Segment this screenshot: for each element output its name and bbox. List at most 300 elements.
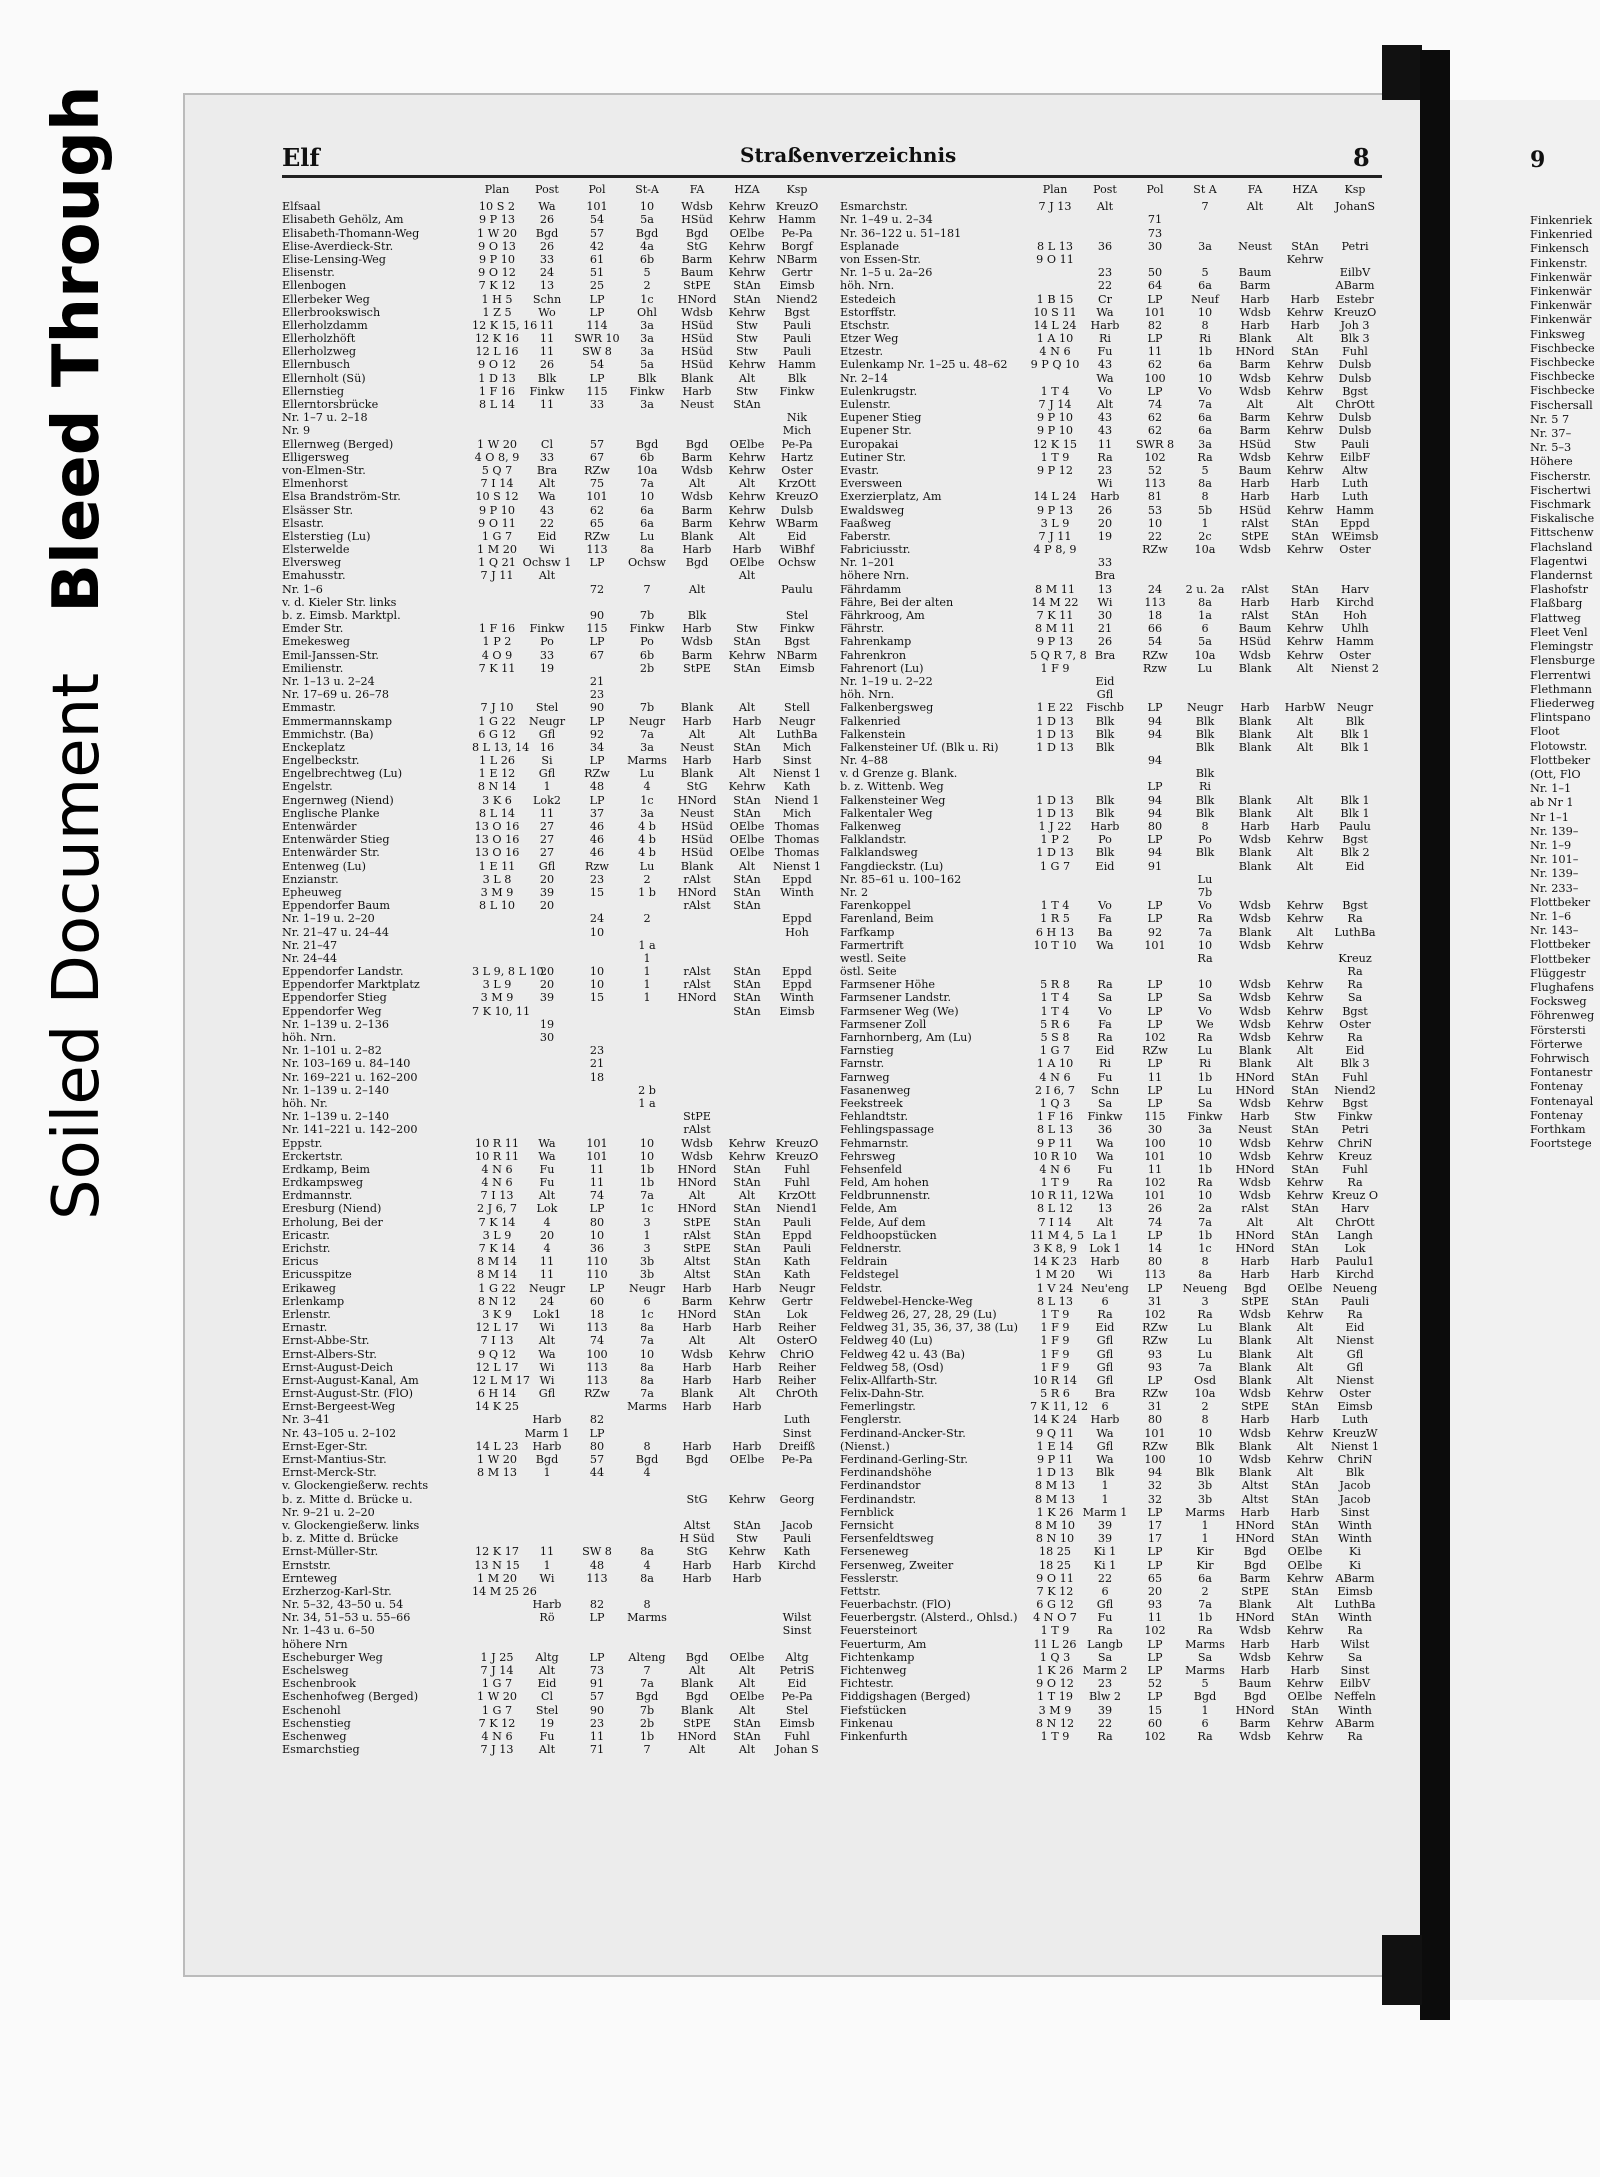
cell-ksp: Stel: [785, 1703, 809, 1717]
cell-plan: 4 N 6: [1039, 1070, 1071, 1084]
cell-fa: [1230, 227, 1280, 240]
cell-st-a: 3b: [639, 1268, 655, 1282]
cell-post: 19: [1097, 529, 1113, 543]
cell-ksp: KreuzO: [775, 1136, 819, 1150]
cell-fa: HNord: [1235, 1070, 1275, 1084]
cell-plan: 18 25: [1038, 1558, 1072, 1572]
cell-st-a: [622, 1427, 672, 1440]
cell-fa: HNord: [677, 1729, 717, 1743]
cell-ksp: Lok: [1344, 1242, 1366, 1256]
cell-plan: [1030, 886, 1080, 899]
cell-plan: 9 P 12: [1037, 463, 1073, 477]
cell-street-name: Eschenhofweg (Berged): [282, 1690, 419, 1704]
cell-fa: Bgd: [1243, 1690, 1267, 1704]
cell-pol: 102: [1144, 1729, 1166, 1743]
street-row: [840, 1690, 1400, 1703]
cell-hza: StAn: [733, 1255, 761, 1269]
adjacent-line: Finkenried: [1530, 228, 1593, 242]
cell-ksp: [1330, 767, 1380, 780]
cell-plan: 1 T 9: [1040, 1176, 1070, 1190]
cell-hza: Alt: [738, 767, 756, 781]
cell-fa: Wdsb: [1239, 1650, 1271, 1664]
cell-street-name: Feldbrunnenstr.: [840, 1189, 931, 1203]
street-row: [282, 253, 832, 266]
cell-ksp: Paulu: [781, 582, 813, 596]
cell-street-name: Nr. 169–221 u. 162–200: [282, 1070, 418, 1084]
cell-hza: OElbe: [1287, 1545, 1323, 1559]
cell-post: Eid: [1095, 1321, 1115, 1335]
cell-st-a: 6b: [639, 252, 655, 266]
cell-plan: 4 P 8, 9: [1033, 543, 1077, 557]
cell-hza: Alt: [1296, 1466, 1314, 1480]
cell-ksp: Finkw: [1337, 1110, 1373, 1124]
cell-hza: OElbe: [729, 1690, 765, 1704]
cell-hza: StAn: [733, 740, 761, 754]
cell-fa: [672, 1624, 722, 1637]
cell-fa: [1230, 754, 1280, 767]
cell-plan: 7 K 14: [478, 1242, 516, 1256]
cell-fa: rAlst: [1241, 516, 1269, 530]
street-row: [840, 926, 1400, 939]
cell-post: [522, 1506, 572, 1519]
cell-st-a: 6a: [1198, 1571, 1212, 1585]
cell-fa: Altst: [1241, 1492, 1269, 1506]
cell-post: Fu: [1097, 345, 1113, 359]
street-row: [282, 385, 832, 398]
cell-hza: Alt: [738, 1677, 756, 1691]
cell-fa: Blank: [1238, 925, 1272, 939]
cell-post: [522, 688, 572, 701]
cell-street-name: Esmarchstr.: [840, 200, 908, 214]
street-row: [282, 240, 832, 253]
cell-fa: [1230, 873, 1280, 886]
cell-fa: HNord: [677, 1162, 717, 1176]
cell-hza: [722, 1466, 772, 1479]
cell-plan: 8 N 12: [1035, 1716, 1075, 1730]
cell-post: 23: [1097, 463, 1113, 477]
cell-pol: 62: [589, 503, 605, 517]
cell-pol: RZw: [1142, 1387, 1168, 1401]
cell-fa: Wdsb: [681, 305, 713, 319]
street-row: [282, 1005, 832, 1018]
cell-pol: 94: [1147, 714, 1163, 728]
cell-st-a: 4: [643, 1466, 651, 1480]
street-row: [840, 662, 1400, 675]
cell-st-a: [1180, 213, 1230, 226]
cell-post: Lok 1: [1089, 1242, 1121, 1256]
street-row: [282, 583, 832, 596]
cell-ksp: Pauli: [782, 332, 812, 346]
street-row: [282, 530, 832, 543]
cell-fa: Wdsb: [1239, 978, 1271, 992]
cell-fa: Bgd: [1243, 1558, 1267, 1572]
cell-st-a: 10: [1197, 1426, 1213, 1440]
street-row: [840, 886, 1400, 899]
cell-post: [522, 1493, 572, 1506]
cell-plan: [472, 939, 522, 952]
cell-hza: [722, 1018, 772, 1031]
cell-fa: Baum: [680, 266, 714, 280]
cell-street-name: Fernsicht: [840, 1518, 894, 1532]
cell-post: [522, 1071, 572, 1084]
adjacent-line: Flensburge: [1530, 654, 1596, 668]
cell-street-name: Elisabeth-Thomann-Weg: [282, 226, 420, 240]
cell-hza: Alt: [738, 477, 756, 491]
street-row: [840, 1229, 1400, 1242]
cell-st-a: 8: [1201, 1413, 1209, 1427]
cell-post: Cl: [540, 437, 554, 451]
cell-fa: [672, 1071, 722, 1084]
cell-ksp: [772, 596, 822, 609]
cell-pol: 18: [589, 1070, 605, 1084]
cell-post: Eid: [1095, 859, 1115, 873]
cell-pol: [1130, 200, 1180, 213]
cell-plan: 7 J 11: [480, 569, 514, 583]
adjacent-page-number: 9: [1530, 147, 1546, 173]
cell-st-a: 7: [643, 1664, 651, 1678]
cell-pol: 33: [589, 398, 605, 412]
cell-plan: 10 S 2: [478, 200, 516, 214]
street-row: [840, 978, 1400, 991]
cell-post: Gfl: [1096, 1598, 1114, 1612]
cell-street-name: Fabriciusstr.: [840, 543, 911, 557]
cell-street-name: Ferdinandshöhe: [840, 1466, 932, 1480]
cell-pol: 115: [586, 384, 608, 398]
cell-pol: SW 8: [582, 345, 612, 359]
cell-post: 21: [1097, 622, 1113, 636]
cell-plan: 1 F 16: [478, 384, 516, 398]
cell-fa: StPE: [683, 661, 711, 675]
cell-street-name: Ferdinand-Gerling-Str.: [840, 1453, 968, 1467]
cell-pol: 62: [1147, 358, 1163, 372]
cell-fa: Harb: [682, 1439, 712, 1453]
cell-post: Stel: [535, 1703, 559, 1717]
cell-post: [522, 583, 572, 596]
street-row: [840, 1479, 1400, 1492]
cell-st-a: 4: [643, 780, 651, 794]
cell-hza: StAn: [733, 1729, 761, 1743]
cell-hza: Harb: [732, 1360, 762, 1374]
cell-pol: 110: [586, 1268, 608, 1282]
cell-st-a: 10a: [1194, 1387, 1216, 1401]
cell-ksp: Harv: [1340, 582, 1370, 596]
cell-post: Wi: [1097, 1268, 1113, 1282]
cell-fa: Wdsb: [681, 635, 713, 649]
cell-st-a: 1: [643, 965, 651, 979]
cell-st-a: Finkw: [1187, 1110, 1223, 1124]
cell-ksp: Estebr: [1336, 292, 1374, 306]
cell-ksp: Luth: [1341, 490, 1369, 504]
adjacent-line: Flandernst: [1530, 569, 1593, 583]
cell-street-name: Ferdinand-Ancker-Str.: [840, 1426, 966, 1440]
street-row: [840, 701, 1400, 714]
cell-post: Alt: [538, 1189, 556, 1203]
cell-post: Gfl: [1096, 688, 1114, 702]
cell-hza: Harb: [1290, 1255, 1320, 1269]
adjacent-line: Nr. 139–: [1530, 867, 1579, 881]
cell-ksp: Ra: [1347, 1307, 1363, 1321]
cell-ksp: Reiher: [778, 1321, 816, 1335]
cell-plan: 1 M 20: [477, 1571, 517, 1585]
cell-ksp: Dulsb: [1338, 411, 1372, 425]
cell-street-name: Europakai: [840, 437, 899, 451]
cell-street-name: Engelbrechtweg (Lu): [282, 767, 403, 781]
cell-hza: [722, 952, 772, 965]
cell-plan: 9 P 13: [1037, 503, 1073, 517]
cell-pol: 102: [1144, 450, 1166, 464]
cell-hza: Kehrw: [1286, 358, 1324, 372]
cell-hza: Alt: [1296, 740, 1314, 754]
cell-st-a: Ri: [1198, 780, 1211, 794]
cell-hza: Harb: [732, 1400, 762, 1414]
header-ksp: Ksp: [786, 183, 808, 196]
cell-hza: StAn: [733, 398, 761, 412]
cell-post: 20: [539, 965, 555, 979]
cell-st-a: 3b: [639, 1255, 655, 1269]
cell-fa: [1230, 780, 1280, 793]
cell-post: Vo: [1098, 1004, 1112, 1018]
cell-street-name: Nr. 3–41: [282, 1413, 330, 1427]
cell-ksp: Uhlh: [1341, 622, 1369, 636]
cell-ksp: Fuhl: [1342, 345, 1368, 359]
cell-plan: 8 L 10: [479, 899, 515, 913]
cell-ksp: Luth: [1341, 477, 1369, 491]
cell-fa: Harb: [1240, 1413, 1270, 1427]
cell-street-name: Ernst-August-Kanal, Am: [282, 1373, 419, 1387]
adjacent-line: Nr. 233–: [1530, 881, 1579, 895]
cell-st-a: [622, 1413, 672, 1426]
cell-ksp: Ra: [1347, 1176, 1363, 1190]
street-row: [282, 306, 832, 319]
street-row: [840, 1387, 1400, 1400]
cell-pol: 48: [589, 780, 605, 794]
cell-fa: Neust: [680, 806, 714, 820]
street-row: [282, 952, 832, 965]
cell-plan: 4 N 6: [481, 1729, 513, 1743]
cell-ksp: Eppd: [782, 965, 812, 979]
cell-street-name: Farmsener Landstr.: [840, 991, 952, 1005]
cell-ksp: Winth: [1338, 1703, 1372, 1717]
cell-ksp: [1330, 873, 1380, 886]
cell-st-a: 6a: [1198, 358, 1212, 372]
cell-ksp: Luth: [783, 1413, 811, 1427]
cell-street-name: Feuerturm, Am: [840, 1637, 927, 1651]
cell-street-name: Fangdieckstr. (Lu): [840, 859, 944, 873]
cell-hza: Kehrw: [1286, 1017, 1324, 1031]
adjacent-line: Nr. 101–: [1530, 853, 1579, 867]
street-row: [840, 939, 1400, 952]
cell-plan: [1030, 965, 1080, 978]
cell-pol: LP: [1147, 1505, 1163, 1519]
cell-plan: 7 J 13: [1038, 200, 1072, 214]
cell-plan: 1 P 2: [1040, 833, 1070, 847]
cell-post: Eid: [537, 1677, 557, 1691]
street-row: [282, 794, 832, 807]
adjacent-line: Fischersall: [1530, 398, 1593, 412]
header-hza: HZA: [734, 183, 760, 196]
cell-hza: [1280, 688, 1330, 701]
cell-plan: [472, 1506, 522, 1519]
bleed-through-stamp: [40, 85, 114, 1220]
cell-hza: [1280, 767, 1330, 780]
street-row: [282, 1229, 832, 1242]
cell-st-a: Ra: [1197, 912, 1213, 926]
cell-fa: Baum: [1238, 463, 1272, 477]
cell-ksp: ABarm: [1335, 1716, 1375, 1730]
adjacent-line: Fleet Venl: [1530, 625, 1588, 639]
cell-st-a: 7: [643, 582, 651, 596]
page-number: 8: [1353, 143, 1370, 172]
cell-plan: 7 I 13: [480, 1189, 514, 1203]
cell-st-a: Lu: [1197, 1321, 1213, 1335]
cell-pol: 26: [1147, 1202, 1163, 1216]
cell-pol: 94: [1147, 1466, 1163, 1480]
cell-plan: [472, 1427, 522, 1440]
cell-pol: 11: [589, 1176, 605, 1190]
street-row: [282, 319, 832, 332]
cell-ksp: Ra: [1347, 965, 1363, 979]
cell-plan: 9 O 12: [478, 266, 516, 280]
cell-pol: LP: [1147, 1545, 1163, 1559]
cell-pol: 11: [1147, 1611, 1163, 1625]
cell-st-a: 1 a: [638, 938, 656, 952]
cell-st-a: 6a: [1198, 424, 1212, 438]
adjacent-page: [1450, 100, 1600, 2000]
cell-fa: Wdsb: [1239, 1004, 1271, 1018]
cell-fa: Blank: [1238, 332, 1272, 346]
header-street-name: [840, 183, 1030, 196]
cell-plan: 10 R 11: [474, 1136, 519, 1150]
cell-pol: 24: [589, 912, 605, 926]
street-row: [282, 926, 832, 939]
street-row: [282, 279, 832, 292]
cell-hza: StAn: [733, 806, 761, 820]
cell-street-name: höh. Nrn.: [840, 279, 895, 293]
cell-ksp: Dulsb: [1338, 424, 1372, 438]
cell-post: 43: [539, 503, 555, 517]
cell-ksp: Eid: [787, 1677, 807, 1691]
cell-plan: 14 M 25 26: [472, 1584, 537, 1598]
cell-ksp: ChrOtt: [1335, 398, 1375, 412]
header-plan: Plan: [1042, 183, 1068, 196]
cell-post: Wa: [538, 1136, 556, 1150]
right-column: [840, 183, 1400, 1743]
cell-pol: LP: [589, 556, 605, 570]
adjacent-line: Flottbeker: [1530, 938, 1591, 952]
cell-plan: 1 W 20: [477, 226, 517, 240]
cell-ksp: Thomas: [774, 846, 820, 860]
cell-st-a: Kir: [1196, 1558, 1214, 1572]
adjacent-line: Nr. 37–: [1530, 427, 1572, 441]
street-row: [840, 1453, 1400, 1466]
cell-hza: Alt: [1296, 1373, 1314, 1387]
street-row: [840, 1334, 1400, 1347]
cell-st-a: [1180, 860, 1230, 873]
cell-street-name: Fehlandtstr.: [840, 1110, 908, 1124]
cell-st-a: Lu: [1197, 1334, 1213, 1348]
cell-pol: [572, 1479, 622, 1492]
cell-plan: 8 M 10: [1035, 1518, 1075, 1532]
cell-street-name: b. z. Wittenb. Weg: [840, 780, 944, 794]
cell-ksp: Kath: [783, 1545, 811, 1559]
street-row: [840, 1018, 1400, 1031]
cell-hza: Alt: [1296, 1215, 1314, 1229]
cell-fa: Blank: [1238, 1373, 1272, 1387]
cell-st-a: 4 b: [638, 846, 656, 860]
adjacent-line: Finkensch: [1530, 242, 1589, 256]
left-column: [282, 183, 832, 1756]
cell-pol: 36: [589, 1242, 605, 1256]
cell-fa: HSüd: [681, 332, 713, 346]
cell-street-name: Farnhornberg, Am (Lu): [840, 1031, 972, 1045]
cell-plan: 8 L 13: [1037, 239, 1073, 253]
cell-hza: StAn: [733, 1518, 761, 1532]
cell-hza: Kehrw: [728, 490, 766, 504]
cell-ksp: Blk: [1345, 714, 1365, 728]
cell-st-a: [622, 926, 672, 939]
cell-hza: Stw: [736, 1532, 758, 1546]
cell-st-a: 10: [639, 1347, 655, 1361]
cell-pol: 81: [1147, 490, 1163, 504]
cell-fa: Wdsb: [1239, 384, 1271, 398]
cell-ksp: Eid: [787, 529, 807, 543]
cell-street-name: Enckeplatz: [282, 740, 345, 754]
cell-fa: Wdsb: [681, 1136, 713, 1150]
cell-post: Bra: [1094, 1387, 1116, 1401]
cell-fa: Wdsb: [1239, 450, 1271, 464]
cell-ksp: WEimsb: [1331, 529, 1379, 543]
cell-post: [522, 1624, 572, 1637]
cell-post: 36: [1097, 239, 1113, 253]
cell-street-name: Eschenohl: [282, 1703, 341, 1717]
cell-hza: Harb: [1290, 1268, 1320, 1282]
cell-ksp: Jacob: [781, 1518, 813, 1532]
adjacent-line: Flotowstr.: [1530, 739, 1588, 753]
cell-street-name: Erlenkamp: [282, 1294, 345, 1308]
cell-ksp: Kreuz: [1338, 951, 1372, 965]
cell-st-a: 5: [1201, 266, 1209, 280]
cell-pol: 17: [1147, 1518, 1163, 1532]
cell-pol: 80: [589, 1439, 605, 1453]
cell-hza: [722, 1097, 772, 1110]
cell-street-name: Fährkroog, Am: [840, 609, 925, 623]
street-row: [282, 1268, 832, 1281]
cell-st-a: Blk: [1195, 767, 1215, 781]
cell-pol: 51: [589, 266, 605, 280]
cell-plan: 4 N 6: [481, 1162, 513, 1176]
cell-fa: StPE: [683, 1110, 711, 1124]
cell-plan: 1 Q 3: [1039, 1650, 1071, 1664]
cell-street-name: Farfkamp: [840, 925, 895, 939]
cell-plan: 8 N 14: [477, 780, 517, 794]
cell-pol: LP: [1147, 1281, 1163, 1295]
cell-street-name: Fiefstücken: [840, 1703, 907, 1717]
cell-hza: Kehrw: [1286, 252, 1324, 266]
cell-fa: [672, 1479, 722, 1492]
cell-post: Blk: [1095, 793, 1115, 807]
street-row: [282, 1361, 832, 1374]
street-row: [840, 266, 1400, 279]
cell-ksp: Eppd: [782, 912, 812, 926]
cell-fa: HNord: [1235, 1518, 1275, 1532]
cell-plan: [472, 1479, 522, 1492]
cell-pol: [572, 411, 622, 424]
cell-st-a: 2: [643, 872, 651, 886]
cell-pol: 80: [1147, 1255, 1163, 1269]
cell-pol: 82: [589, 1598, 605, 1612]
cell-post: 39: [539, 991, 555, 1005]
cell-post: [1080, 952, 1130, 965]
